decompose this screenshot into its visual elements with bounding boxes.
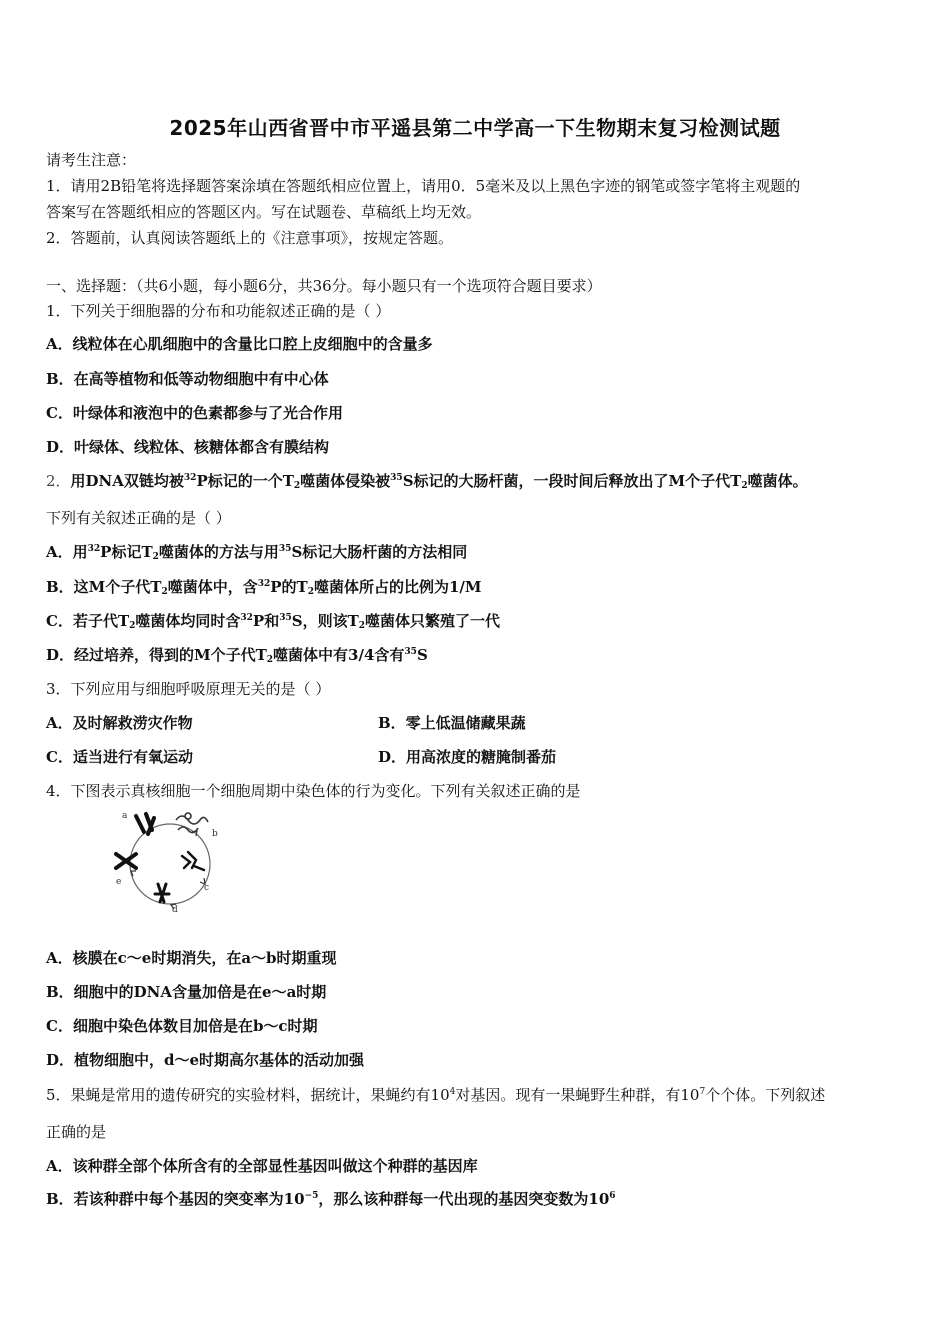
q1-option-a: A．线粒体在心肌细胞中的含量比口腔上皮细胞中的含量多 [46, 335, 433, 353]
notice-item-1-line-1: 1．请用2B铅笔将选择题答案涂填在答题纸相应位置上，请用0．5毫米及以上黑色字迹的钢笔或签字笔将主观题的 [46, 177, 801, 195]
figure-label-d: d [172, 905, 178, 914]
q3-option-c: C．适当进行有氧运动 [46, 748, 193, 766]
page-title: 2025年山西省晋中市平遥县第二中学高一下生物期末复习检测试题 [169, 116, 781, 140]
chromosome-a-icon [136, 814, 154, 834]
figure-label-a: a [122, 811, 128, 821]
q5-option-a: A．该种群全部个体所含有的全部显性基因叫做这个种群的基因库 [46, 1157, 478, 1175]
q3-option-b: B．零上低温储藏果蔬 [378, 714, 526, 732]
q4-option-b: B．细胞中的DNA含量加倍是在e～a时期 [46, 983, 327, 1001]
section-heading: 一、选择题：（共6小题，每小题6分，共36分。每小题只有一个选项符合题目要求） [46, 277, 602, 295]
chromosome-e-icon [116, 854, 136, 868]
q1-option-c: C．叶绿体和液泡中的色素都参与了光合作用 [46, 404, 343, 422]
cycle-circle [130, 824, 210, 904]
q3-option-d: D．用高浓度的糖腌制番茄 [378, 748, 557, 766]
q2-stem-line-1: 2．用DNA双链均被$^{32}$P标记的一个$T_2$噬菌体侵染被$^{35}$S标记的大肠杆菌，一段时间后释放出了M个子代$T_2$噬菌体。 [46, 472, 808, 491]
q1-option-b: B．在高等植物和低等动物细胞中有中心体 [46, 370, 329, 388]
notice-item-2: 2．答题前，认真阅读答题纸上的《注意事项》，按规定答题。 [46, 229, 454, 247]
chromatin-b-icon [176, 813, 208, 833]
q2-option-b: B．这M个子代$T_2$噬菌体中，含$^{32}$P的$T_2$噬菌体所占的比例为1/M [46, 578, 482, 597]
figure-label-b: b [212, 829, 218, 839]
q4-option-c: C．细胞中染色体数目加倍是在b～c时期 [46, 1017, 318, 1035]
figure-label-e: e [116, 877, 122, 887]
q3-stem: 3．下列应用与细胞呼吸原理无关的是（ ） [46, 680, 331, 698]
q5-option-b: B．若该种群中每个基因的突变率为$10^{-5}$，那么该种群每一代出现的基因突变数为$10^6$ [46, 1190, 616, 1208]
q4-option-d: D．植物细胞中，d～e时期高尔基体的活动加强 [46, 1051, 365, 1069]
q4-option-a: A．核膜在c～e时期消失，在a～b时期重现 [46, 949, 337, 967]
q1-stem: 1．下列关于细胞器的分布和功能叙述正确的是（ ） [46, 302, 391, 320]
cell-cycle-figure [108, 806, 228, 914]
q5-stem-line-1: 5．果蝇是常用的遗传研究的实验材料，据统计，果蝇约有$10^4$对基因。现有一果蝇野生种群，有$10^7$个个体。下列叙述 [46, 1086, 826, 1104]
q2-stem-line-2: 下列有关叙述正确的是（ ） [46, 509, 231, 527]
cell-cycle-diagram [108, 806, 228, 914]
q1-option-d: D．叶绿体、线粒体、核糖体都含有膜结构 [46, 438, 330, 456]
q2-option-d: D．经过培养，得到的M个子代$T_2$噬菌体中有3/4含有$^{35}$S [46, 646, 428, 665]
chromosome-c-icon [182, 852, 204, 870]
q3-option-a: A．及时解救涝灾作物 [46, 714, 193, 732]
notice-heading: 请考生注意： [46, 151, 137, 169]
q5-stem-line-2: 正确的是 [46, 1123, 107, 1141]
chromosome-d-icon [155, 884, 169, 902]
q2-option-c: C．若子代$T_2$噬菌体均同时含$^{32}$P和$^{35}$S，则该$T_2$噬菌体只繁殖了一代 [46, 612, 501, 631]
q4-stem: 4．下图表示真核细胞一个细胞周期中染色体的行为变化。下列有关叙述正确的是 [46, 782, 581, 800]
figure-label-c: c [204, 883, 210, 893]
notice-item-1-line-2: 答案写在答题纸相应的答题区内。写在试题卷、草稿纸上均无效。 [46, 203, 482, 221]
q2-option-a: A．用$^{32}$P标记$T_2$噬菌体的方法与用$^{35}$S标记大肠杆菌的方法相同 [46, 543, 468, 562]
